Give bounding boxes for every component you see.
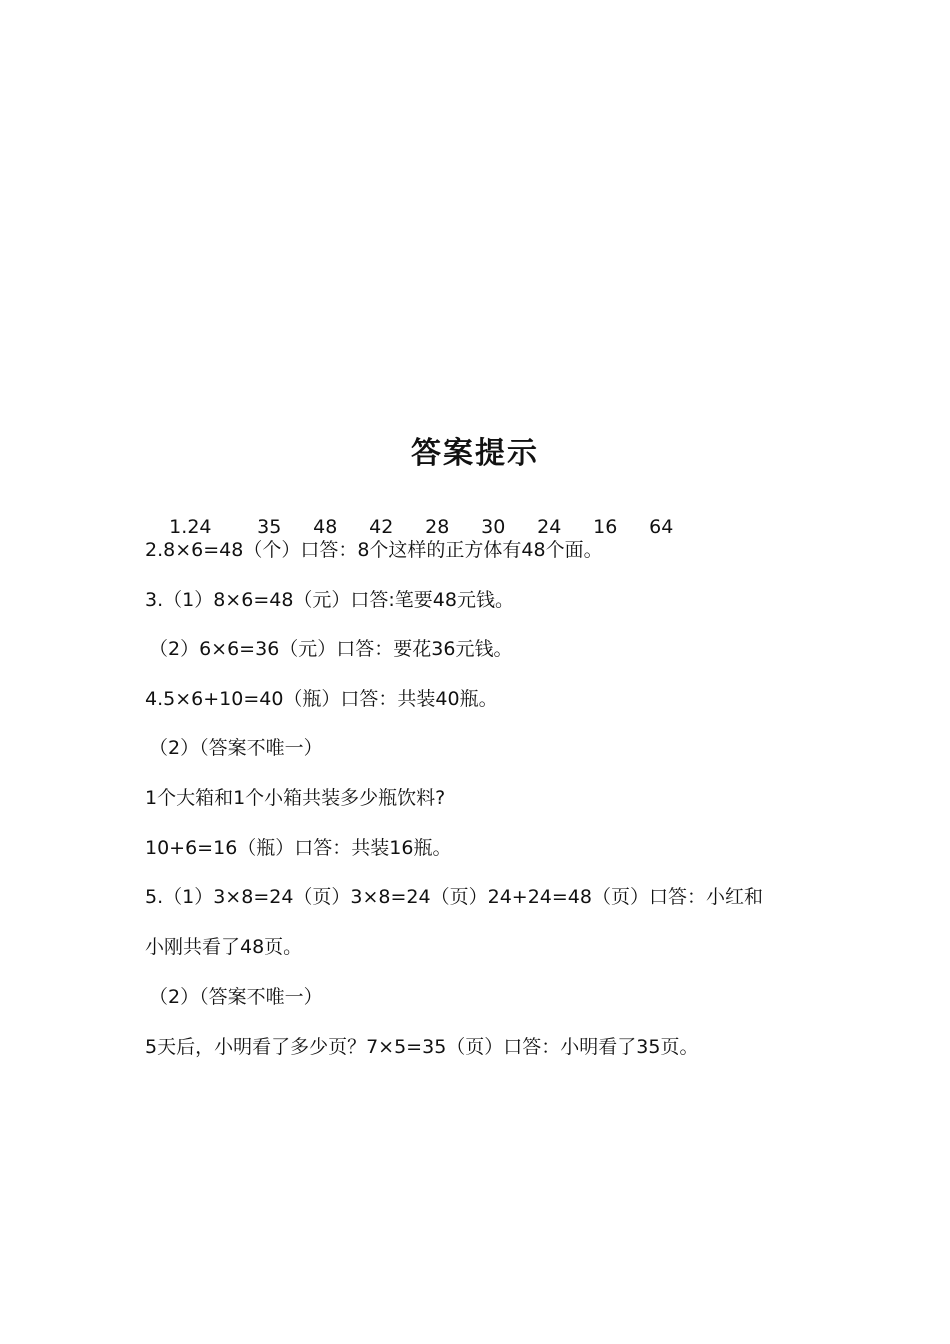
page-title: 答案提示 <box>411 436 539 471</box>
answer-5-part-2-answer: 5天后，小明看了多少页？7×5=35（页）口答：小明看了35页。 <box>145 1036 699 1058</box>
answer-5-part-2-label: （2）（答案不唯一） <box>149 986 323 1008</box>
answer-1-value: 28 <box>425 516 450 538</box>
answer-5-part-1-line-2: 小刚共看了48页。 <box>145 936 303 958</box>
answer-2: 2.8×6=48（个）口答：8个这样的正方体有48个面。 <box>145 539 603 561</box>
answer-4-part-1: 4.5×6+10=40（瓶）口答：共装40瓶。 <box>145 688 498 710</box>
answer-1-value: 42 <box>369 516 394 538</box>
answer-1-value: 48 <box>313 516 338 538</box>
answer-3-part-1: 3.（1）8×6=48（元）口答:笔要48元钱。 <box>145 589 514 611</box>
answer-5-part-1-line-1: 5.（1）3×8=24（页）3×8=24（页）24+24=48（页）口答：小红和 <box>145 886 763 908</box>
answer-1-value: 16 <box>593 516 618 538</box>
answer-1-value: 35 <box>257 516 282 538</box>
answer-4-part-2-answer: 10+6=16（瓶）口答：共装16瓶。 <box>145 837 452 859</box>
answer-1-value: 24 <box>537 516 562 538</box>
answer-1-value: 64 <box>649 516 674 538</box>
answer-1-label: 1. <box>169 516 188 538</box>
answer-4-part-2-label: （2）（答案不唯一） <box>149 737 323 759</box>
answer-1-value: 24 <box>187 516 212 538</box>
answer-3-part-2: （2）6×6=36（元）口答：要花36元钱。 <box>149 638 513 660</box>
answer-1-value: 30 <box>481 516 506 538</box>
answer-4-part-2-question: 1个大箱和1个小箱共装多少瓶饮料? <box>145 787 446 809</box>
